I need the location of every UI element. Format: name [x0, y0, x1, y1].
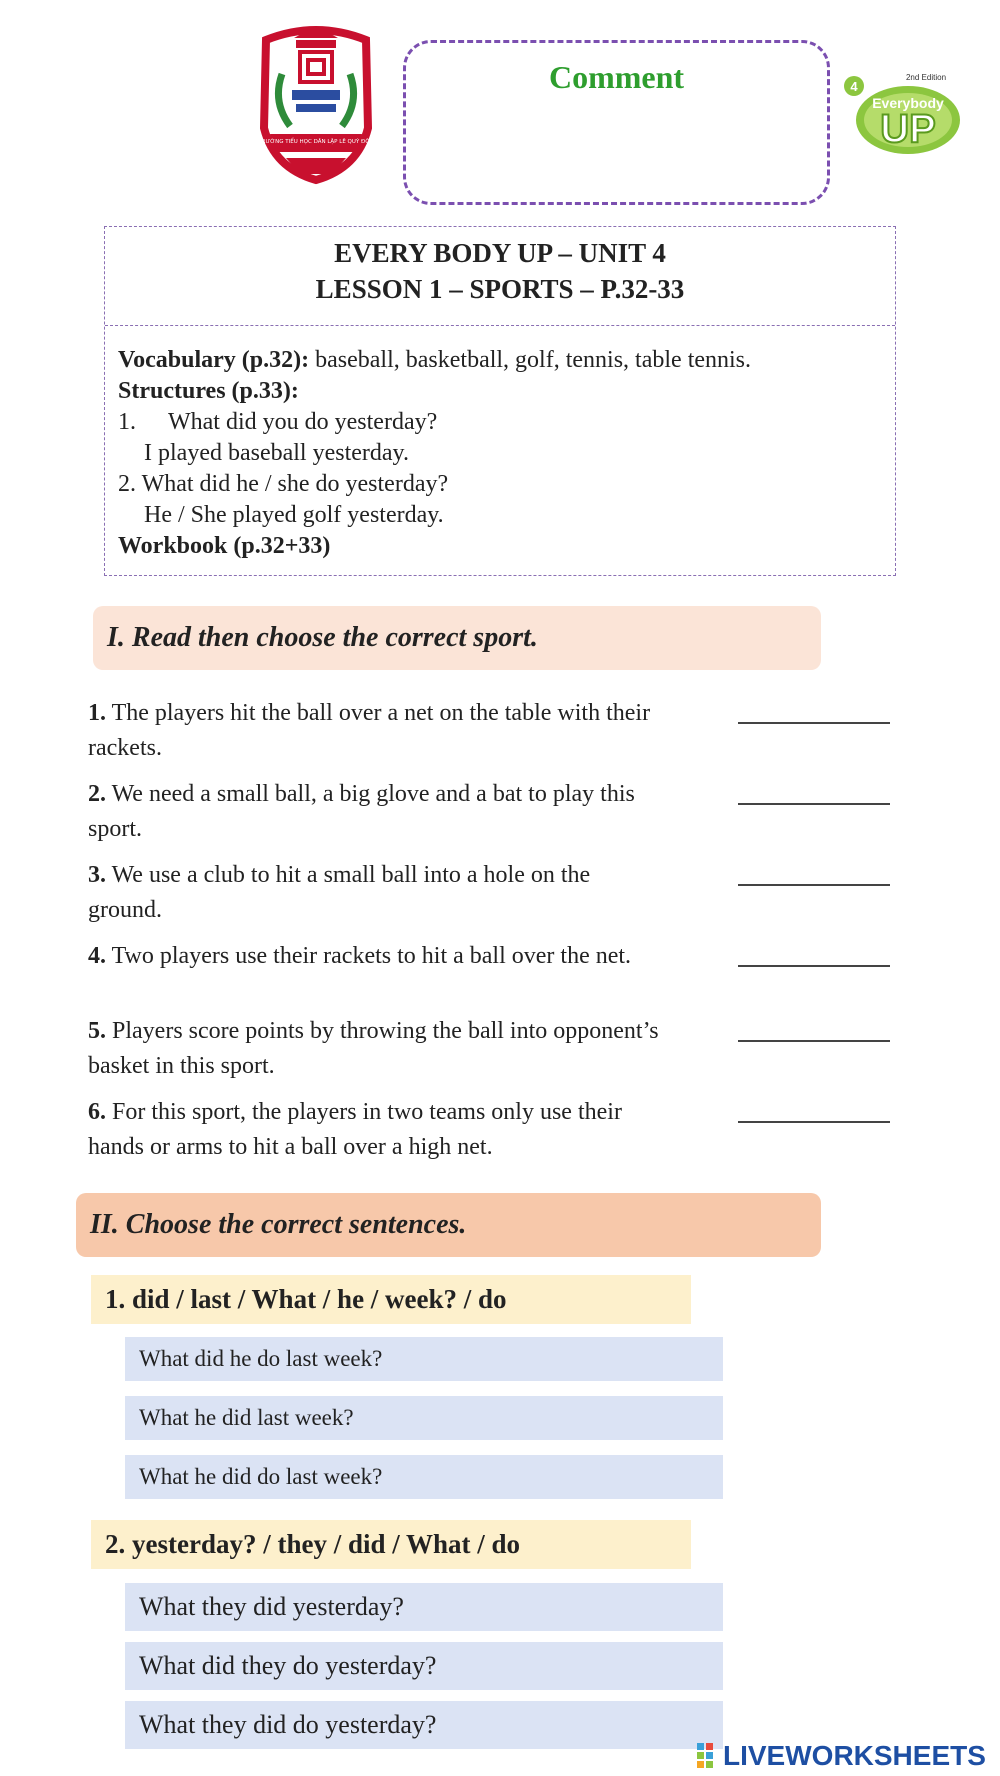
vocabulary-label: Vocabulary (p.32):: [118, 347, 310, 373]
question-1: 1. The players hit the ball over a net on the table with their rackets.: [88, 700, 651, 761]
logo-up-text: UP: [880, 107, 936, 151]
part2-q1-option-1[interactable]: What did he do last week?: [125, 1337, 723, 1381]
part2-q2-prompt: 2. yesterday? / they / did / What / do: [91, 1520, 691, 1569]
logo-everybody-text: Everybody: [872, 95, 944, 111]
part2-q1-option-2[interactable]: What he did last week?: [125, 1396, 723, 1440]
lesson-title: [105, 235, 895, 307]
comment-box[interactable]: [403, 40, 830, 205]
question-4: 4. Two players use their rackets to hit a ball over the net.: [88, 943, 632, 969]
logo-edition-text: 2nd Edition: [905, 73, 947, 82]
info-divider: [105, 325, 895, 326]
lesson-title-line2: LESSON 1 – SPORTS – P.32-33: [315, 274, 685, 304]
answer-blank-6[interactable]: [738, 1119, 890, 1123]
comment-title: Comment: [548, 59, 685, 95]
part2-q1-option-3[interactable]: What he did do last week?: [125, 1455, 723, 1499]
answer-blank-1[interactable]: [738, 720, 890, 724]
question-2: 2. We need a small ball, a big glove and a bat to play this sport.: [88, 781, 635, 842]
school-logo: [246, 18, 386, 186]
workbook-line: Workbook (p.32+33): [118, 533, 331, 559]
structure-2-answer: He / She played golf yesterday.: [144, 502, 444, 528]
part2-heading-bar: [76, 1193, 821, 1257]
part2-q2-option-3[interactable]: What they did do yesterday?: [125, 1701, 723, 1749]
question-3: 3. We use a club to hit a small ball into a hole on the ground.: [88, 862, 591, 923]
part2-q2-option-1[interactable]: What they did yesterday?: [125, 1583, 723, 1631]
structure-1-question: 1. What did you do yesterday?: [118, 409, 438, 435]
question-5: 5. Players score points by throwing the ball into opponent’s basket in this sport.: [88, 1018, 659, 1079]
structure-2-question: 2. What did he / she do yesterday?: [118, 471, 449, 497]
liveworksheets-brand[interactable]: [697, 1741, 986, 1771]
answer-blank-5[interactable]: [738, 1038, 890, 1042]
logo-level-text: 4: [850, 79, 858, 94]
answer-blank-2[interactable]: [738, 801, 890, 805]
part1-heading: I. Read then choose the correct sport.: [107, 622, 538, 653]
school-logo-text: TRƯỜNG TIỂU HỌC DÂN LẬP LÊ QUÝ ĐÔN: [258, 139, 374, 145]
everybody-up-logo: [842, 68, 970, 160]
part2-q2-option-2[interactable]: What did they do yesterday?: [125, 1642, 723, 1690]
liveworksheets-label: LIVEWORKSHEETS: [723, 1740, 986, 1771]
lesson-info-box: [104, 226, 896, 576]
lesson-title-line1: EVERY BODY UP – UNIT 4: [334, 238, 666, 268]
structure-1-answer: I played baseball yesterday.: [144, 440, 409, 466]
liveworksheets-icon: [697, 1743, 723, 1769]
vocabulary-text: baseball, basketball, golf, tennis, table tennis.: [309, 347, 752, 373]
question-6: 6. For this sport, the players in two teams only use their hands or arms to hit a ball over a high net.: [88, 1099, 622, 1160]
answer-blank-3[interactable]: [738, 882, 890, 886]
part2-q1-prompt: 1. did / last / What / he / week? / do: [91, 1275, 691, 1324]
vocabulary-line: [118, 345, 751, 376]
part1-heading-bar: [93, 606, 821, 670]
structures-label: Structures (p.33):: [118, 378, 299, 404]
lesson-info-body: [118, 345, 751, 562]
answer-blank-4[interactable]: [738, 963, 890, 967]
part2-heading: II. Choose the correct sentences.: [90, 1209, 467, 1240]
